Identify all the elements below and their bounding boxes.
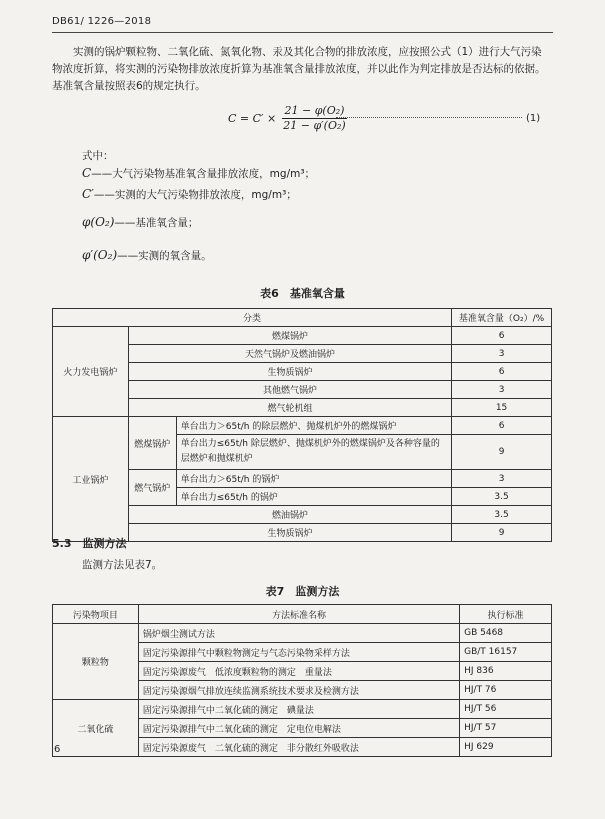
row-label: 其他燃气锅炉 [128,381,451,399]
standard-code: GB 5468 [460,624,552,643]
formula-number: (1) [526,113,541,124]
row-label: 单台出力＞65t/h 的锅炉 [176,470,451,488]
where-symbol: C [82,166,92,180]
page-number: 6 [54,744,61,755]
method-name: 固定污染源排气中二氧化硫的测定 碘量法 [138,700,459,719]
intro-paragraph: 实测的锅炉颗粒物、二氧化硫、氮氧化物、汞及其化合物的排放浓度，应按照公式（1）进行大气污染物浓度折算，将实测的污染物排放浓度折算为基准氧含量排放浓度，并以此作为判定排放是否达标的依据。基准氧含量按照表6的规定执行。 [52,46,546,92]
where-item [82,187,297,202]
method-name: 固定污染源烟气排放连续监测系统技术要求及检测方法 [138,681,459,700]
where-desc: ——实测的氧含量。 [117,250,212,262]
formula-lhs: C = C′ × [228,112,277,125]
table-row [53,624,552,643]
where-title: 式中： [82,150,114,162]
table7-monitoring-methods [52,604,552,757]
table6-caption: 表6 基准氧含量 [260,287,345,300]
method-name: 固定污染源排气中二氧化硫的测定 定电位电解法 [138,719,459,738]
row-value: 3 [452,470,552,488]
row-value: 9 [452,524,552,542]
standard-code: HJ/T 76 [460,681,552,700]
subgroup-gas: 燃气锅炉 [128,470,176,506]
row-value: 6 [452,327,552,345]
formula-numerator: 21 − φ(O₂) [282,104,348,119]
where-symbol: C′ [82,187,94,201]
header-divider [52,32,553,33]
method-name: 固定污染源废气 低浓度颗粒物的测定 重量法 [138,662,459,681]
header-pollutant: 污染物项目 [53,605,139,624]
where-desc: ——实测的大气污染物排放浓度，mg/m³； [93,189,297,201]
method-name: 固定污染源废气 二氧化硫的测定 非分散红外吸收法 [138,738,459,757]
where-item [82,166,315,181]
pollutant-name: 二氧化硫 [53,700,139,757]
where-symbol: φ′(O₂) [82,248,118,262]
where-symbol: φ(O₂) [82,215,115,229]
method-name: 固定污染源排气中颗粒物测定与气态污染物采样方法 [138,643,459,662]
section-text: 监测方法见表7。 [82,559,163,571]
row-label: 天然气锅炉及燃油锅炉 [128,345,451,363]
formula-denominator: 21 − φ′(O₂) [283,119,346,132]
table-row [53,327,552,345]
group-industrial-boiler: 工业锅炉 [53,417,129,542]
standard-code: GB/T 16157 [460,643,552,662]
header-oxygen: 基准氧含量（O₂）/% [452,309,552,327]
row-label: 燃油锅炉 [128,506,451,524]
formula-fraction [280,104,348,133]
row-value: 6 [452,363,552,381]
row-label: 燃煤锅炉 [128,327,451,345]
subgroup-coal: 燃煤锅炉 [128,417,176,470]
formula-leader-dots [336,117,522,118]
pollutant-name: 颗粒物 [53,624,139,700]
table7-caption: 表7 监测方法 [265,585,340,598]
row-label: 单台出力≤65t/h 除层燃炉、抛煤机炉外的燃煤锅炉及各种容量的层燃炉和抛煤机炉 [176,435,451,470]
where-item [82,215,198,230]
standard-code: DB61/ 1226—2018 [52,16,152,27]
formula [228,104,349,133]
standard-code: HJ 836 [460,662,552,681]
row-value: 3 [452,381,552,399]
table-row [53,700,552,719]
row-value: 6 [452,417,552,435]
row-label: 生物质锅炉 [128,363,451,381]
where-desc: ——基准氧含量； [114,217,199,229]
row-label: 单台出力≤65t/h 的锅炉 [176,488,451,506]
row-value: 3.5 [452,506,552,524]
method-name: 锅炉烟尘测试方法 [138,624,459,643]
table6-baseline-oxygen [52,308,552,542]
standard-code: HJ/T 57 [460,719,552,738]
header-method: 方法标准名称 [138,605,459,624]
header-standard: 执行标准 [460,605,552,624]
row-value: 3.5 [452,488,552,506]
row-value: 9 [452,435,552,470]
table-header-row [53,605,552,624]
group-power-boiler: 火力发电锅炉 [53,327,129,417]
table-row [53,417,552,435]
where-desc: ——大气污染物基准氧含量排放浓度，mg/m³； [91,168,316,180]
row-label: 单台出力＞65t/h 的除层燃炉、抛煤机炉外的燃煤锅炉 [176,417,451,435]
standard-code: HJ/T 56 [460,700,552,719]
table-header-row [53,309,552,327]
row-label: 燃气轮机组 [128,399,451,417]
row-value: 3 [452,345,552,363]
row-value: 15 [452,399,552,417]
standard-code: HJ 629 [460,738,552,757]
row-label: 生物质锅炉 [128,524,451,542]
header-category: 分类 [53,309,452,327]
section-title: 5.3 监测方法 [52,537,127,550]
where-item [82,248,212,263]
